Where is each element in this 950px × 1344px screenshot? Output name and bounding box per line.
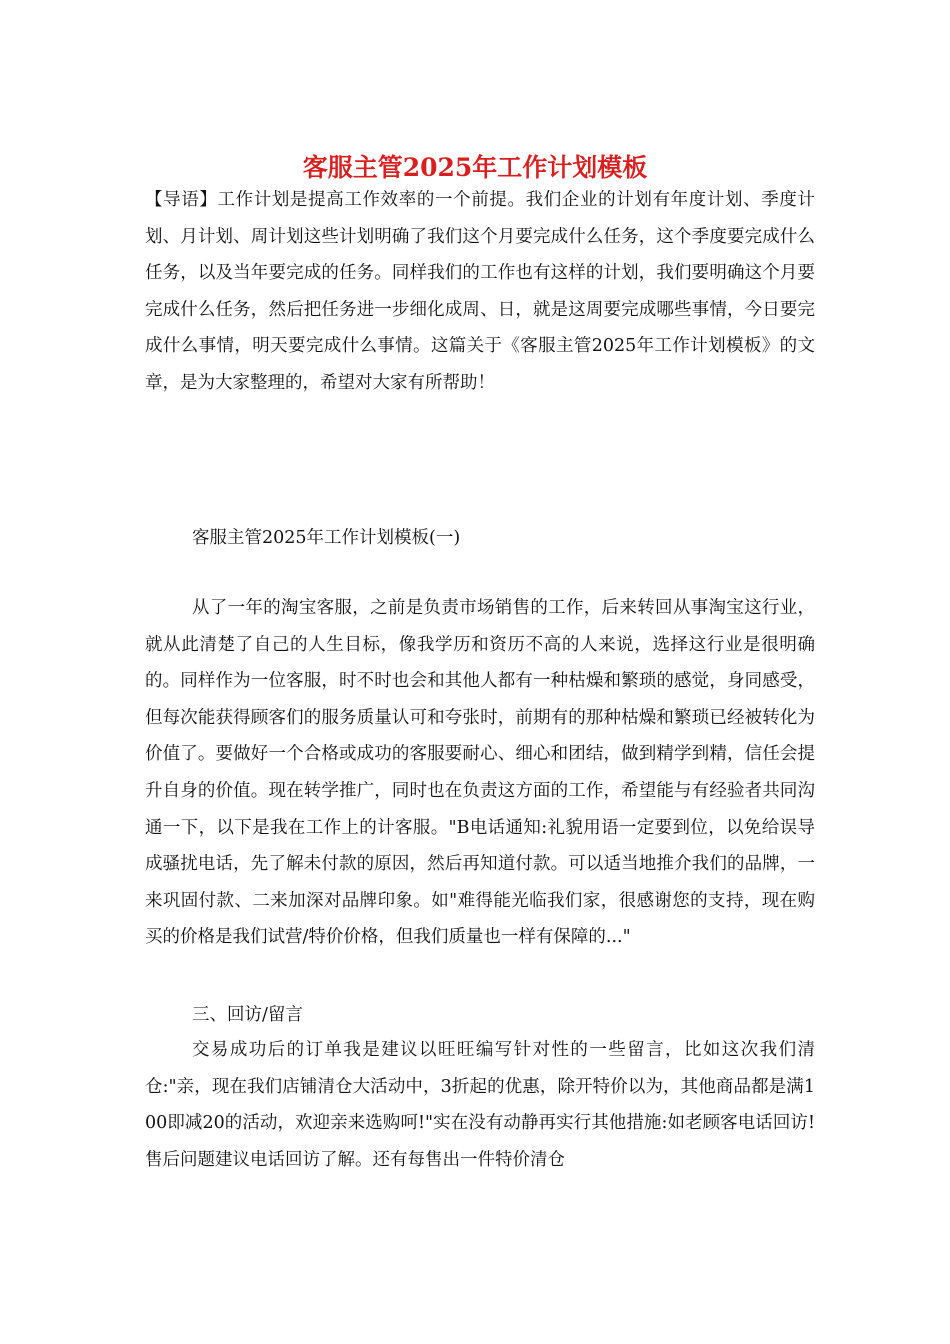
intro-paragraph: 【导语】工作计划是提高工作效率的一个前提。我们企业的计划有年度计划、季度计划、月计划、周计划这些计划明确了我们这个月要完成什么任务，这个季度要完成什么任务，以及当年要完成的任务。同样我们的工作也有这样的计划，我们要明确这个月要完成什么任务，然后把任务进一步细化成周、日，就是这周要完成哪些事情，今日要完成什么事情，明天要完成什么事情。这篇关于《客服主管2025年工作计划模板》的文章，是为大家整理的，希望对大家有所帮助！ xyxy=(145,190,815,393)
section-subtitle: 客服主管2025年工作计划模板(一) xyxy=(192,528,461,548)
section-heading: 三、回访/留言 xyxy=(192,1005,303,1025)
body-paragraph-1: 从了一年的淘宝客服，之前是负责市场销售的工作，后来转回从事淘宝这行业，就从此清楚了自己的人生目标，像我学历和资历不高的人来说，选择这行业是很明确的。同样作为一位客服，时不时也会和其他人都有一种枯燥和繁琐的感觉，身同感受，但每次能获得顾客们的服务质量认可和夸张时，前期有的那种枯燥和繁琐已经被转化为价值了。要做好一个合格或成功的客服要耐心、细心和团结，做到精学到精，信任会提升自身的价值。现在转学推广，同时也在负责这方面的工作，希望能与有经验者共同沟通一下，以下是我在工作上的计客服。"B电话通知:礼貌用语一定要到位，以免给误导成骚扰电话，先了解未付款的原因，然后再知道付款。可以适当地推介我们的品牌，一来巩固付款、二来加深对品牌印象。如"难得能光临我们家，很感谢您的支持，现在购买的价格是我们试营/特价价格，但我们质量也一样有保障的..." xyxy=(145,598,815,948)
document-title: 客服主管2025年工作计划模板 xyxy=(302,153,648,182)
body-paragraph-2: 交易成功后的订单我是建议以旺旺编写针对性的一些留言，比如这次我们清仓:"亲，现在我们店铺清仓大活动中，3折起的优惠，除开特价以为，其他商品都是满100即减20的活动，欢迎亲来选购呵!"实在没有动静再实行其他措施:如老顾客电话回访!售后问题建议电话回访了解。还有每售出一件特价清仓 xyxy=(145,1040,815,1170)
